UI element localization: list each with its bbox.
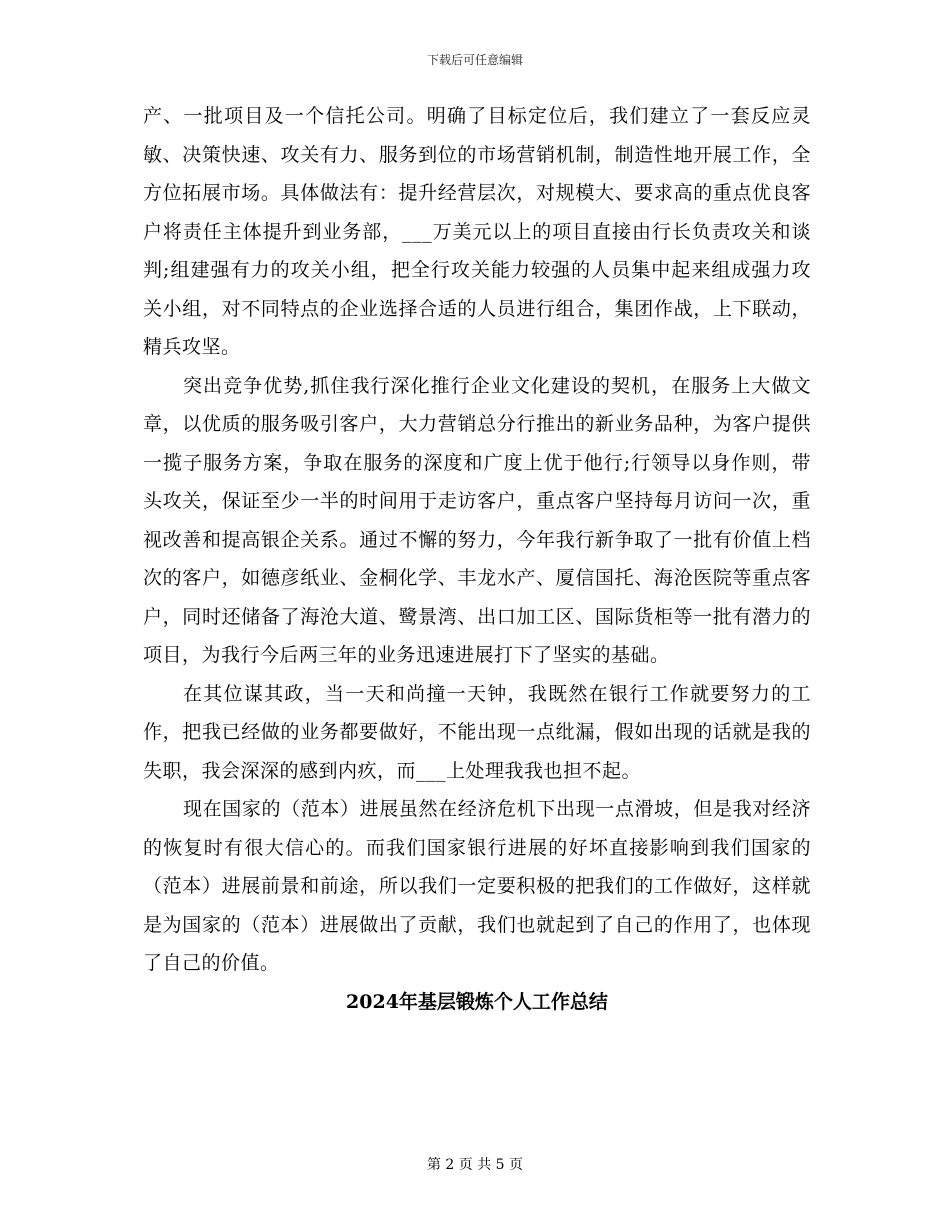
page-number: 第 2 页 共 5 页 [426,1157,524,1173]
document-body [143,97,811,1021]
page-header-note: 下载后可任意编辑 [426,53,523,67]
paragraph-responsibility: 在其位谋其政，当一天和尚撞一天钟，我既然在银行工作就要努力的工作，把我已经做的业务都要做好，不能出现一点纰漏，假如出现的话就是我的失职，我会深深的感到内疚，而___上处理我我也担不起。 [143,682,811,782]
paragraph-national-development: 现在国家的（范本）进展虽然在经济危机下出现一点滑坡，但是我对经济的恢复时有很大信心的。而我们国家银行进展的好坏直接影响到我们国家的（范本）进展前景和前途，所以我们一定要积极的把我们的工作做好，这样就是为国家的（范本）进展做出了贡献，我们也就起到了自己的作用了，也体现了自己的价值。 [143,798,811,974]
paragraph-marketing-mechanism: 产、一批项目及一个信托公司。明确了目标定位后，我们建立了一套反应灵敏、决策快速、攻关有力、服务到位的市场营销机制，制造性地开展工作，全方位拓展市场。具体做法有：提升经营层次，对规模大、要求高的重点优良客户将责任主体提升到业务部，___万美元以上的项目直接由行长负责攻关和谈判;组建强有力的攻关小组，把全行攻关能力较强的人员集中起来组成强力攻关小组，对不同特点的企业选择合适的人员进行组合，集团作战，上下联动，精兵攻坚。 [143,105,811,358]
section-title: 2024年基层锻炼个人工作总结 [346,990,608,1013]
paragraph-competitive-advantage: 突出竞争优势,抓住我行深化推行企业文化建设的契机，在服务上大做文章，以优质的服务吸引客户，大力营销总分行推出的新业务品种，为客户提供一揽子服务方案，争取在服务的深度和广度上优于他行;行领导以身作则，带头攻关，保证至少一半的时间用于走访客户，重点客户坚持每月访问一次，重视改善和提高银企关系。通过不懈的努力，今年我行新争取了一批有价值上档次的客户，如德彦纸业、金桐化学、丰龙水产、厦信国托、海沧医院等重点客户，同时还储备了海沧大道、鹭景湾、出口加工区、国际货柜等一批有潜力的项目，为我行今后两三年的业务迅速进展打下了坚实的基础。 [143,374,811,666]
